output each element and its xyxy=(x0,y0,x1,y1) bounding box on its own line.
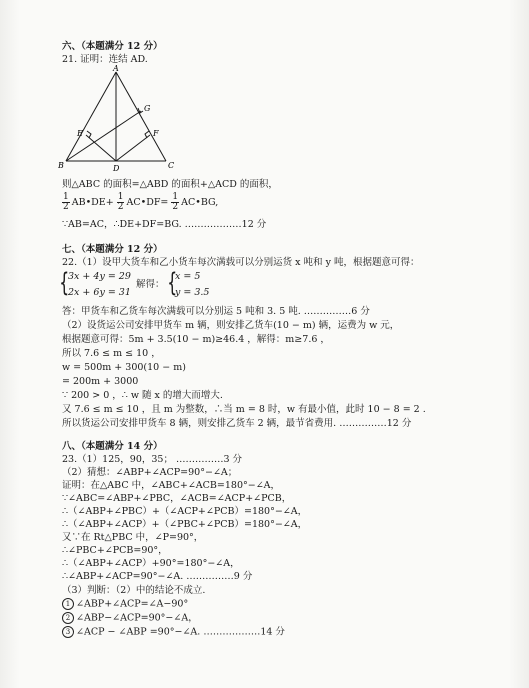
circled-number-1: 1 xyxy=(62,598,74,610)
fraction-half: $\frac{1}{2}$ xyxy=(63,192,69,212)
q23-line11: （3）判断：（2）中的结论不成立. xyxy=(62,585,206,596)
solution-1: x = 5 xyxy=(175,271,201,282)
q22-line4: 根据题意可得：5m + 3.5(10 − m)≥46.4 ，解得：m≥7.6 ， xyxy=(62,334,330,345)
q23-line5: ∴（∠ABP+∠PBC）+（∠ACP+∠PCB）=180°−∠A， xyxy=(62,506,308,517)
q23-line9: ∴（∠ABP+∠ACP）+90°=180°−∠A， xyxy=(62,558,240,569)
section6-title: 六、（本题满分 12 分） xyxy=(62,41,163,52)
circled-number-2: 2 xyxy=(62,612,74,624)
q21-conclusion: ∵AB=AC，∴DE+DF=BG. ………………12 分 xyxy=(62,219,267,230)
q21-line1: 21. 证明：连结 AD. xyxy=(62,54,148,65)
triangle-figure xyxy=(58,64,182,174)
label-G: G xyxy=(144,104,151,113)
q23-case2: 2 ∠ABP−∠ACP=90°−∠A， xyxy=(62,612,198,625)
label-F: F xyxy=(153,129,159,138)
fraction-half: $\frac{1}{2}$ xyxy=(172,192,179,212)
q23-line1: 23.（1）125，90，35； ……………3 分 xyxy=(62,454,243,465)
label-C: C xyxy=(168,161,175,170)
q23-line6: ∴（∠ABP+∠ACP）+（∠PBC+∠PCB）=180°−∠A， xyxy=(62,519,308,530)
solution-brace: { xyxy=(167,268,178,298)
equation-2: 2x + 6y = 31 xyxy=(68,287,131,298)
q23-line4: ∵∠ABC=∠ABP+∠PBC，∠ACB=∠ACP+∠PCB， xyxy=(62,493,292,504)
fraction-half: $\frac{1}{2}$ xyxy=(117,192,124,212)
section8-title: 八、（本题满分 14 分） xyxy=(62,441,163,452)
label-B: B xyxy=(58,161,64,170)
label-D: D xyxy=(113,164,120,173)
q23-case3: 3 ∠ACP − ∠ABP =90°−∠A. ………………14 分 xyxy=(62,626,285,639)
q23-case1: 1 ∠ABP+∠ACP=∠A−90° xyxy=(62,598,188,611)
solve-label: 解得： xyxy=(136,279,165,290)
q23-line8: ∴∠PBC+∠PCB=90°， xyxy=(62,545,168,556)
equation-1: 3x + 4y = 29 xyxy=(68,271,131,282)
q22-line1: 22.（1）设甲大货车和乙小货车每次满载可以分别运货 x 吨和 y 吨，根据题意可得： xyxy=(62,257,420,268)
q22-answer1: 答：甲货车和乙货车每次满载可以分别运 5 吨和 3. 5 吨. ……………6 分 xyxy=(62,306,370,317)
q22-line3: （2）设货运公司安排甲货车 m 辆，则安排乙货车(10 − m) 辆，运费为 w 元， xyxy=(62,320,400,331)
section7-title: 七、（本题满分 12 分） xyxy=(62,244,163,255)
q23-line3: 证明：在△ABC 中，∠ABC+∠ACB=180°−∠A， xyxy=(62,480,281,491)
q21-area-equation: $\frac{1}{2}$ AB•DE+ $\frac{1}{2}$ AC•DF= $\frac{1}{2}$ AC•BG, xyxy=(63,192,219,212)
q22-line5: 所以 7.6 ≤ m ≤ 10 ， xyxy=(62,348,161,359)
q22-line9: 又 7.6 ≤ m ≤ 10 ，且 m 为整数，∴当 m = 8 时，w 有最小值，此时 10 − 8 = 2 . xyxy=(62,404,426,415)
q23-line7: 又∵在 Rt△PBC 中，∠P=90°， xyxy=(62,532,204,543)
label-E: E xyxy=(77,129,83,138)
circled-number-3: 3 xyxy=(62,626,74,638)
q22-line6: w = 500m + 300(10 − m) xyxy=(62,362,186,373)
label-A: A xyxy=(113,64,119,73)
q22-line7: = 200m + 3000 xyxy=(62,376,139,387)
system-brace: { xyxy=(59,268,70,298)
solution-2: y = 3.5 xyxy=(175,287,210,298)
q22-line8: ∵ 200 > 0 ，∴ w 随 x 的增大而增大. xyxy=(62,390,223,401)
q23-line10: ∴∠ABP+∠ACP=90°−∠A. ……………9 分 xyxy=(62,571,253,582)
q22-line10: 所以货运公司安排甲货车 8 辆，则安排乙货车 2 辆，最节省费用. ……………12 分 xyxy=(62,418,412,429)
q21-line2: 则△ABC 的面积=△ABD 的面积+△ACD 的面积， xyxy=(62,179,278,190)
q23-line2: （2）猜想：∠ABP+∠ACP=90°−∠A； xyxy=(62,467,238,478)
